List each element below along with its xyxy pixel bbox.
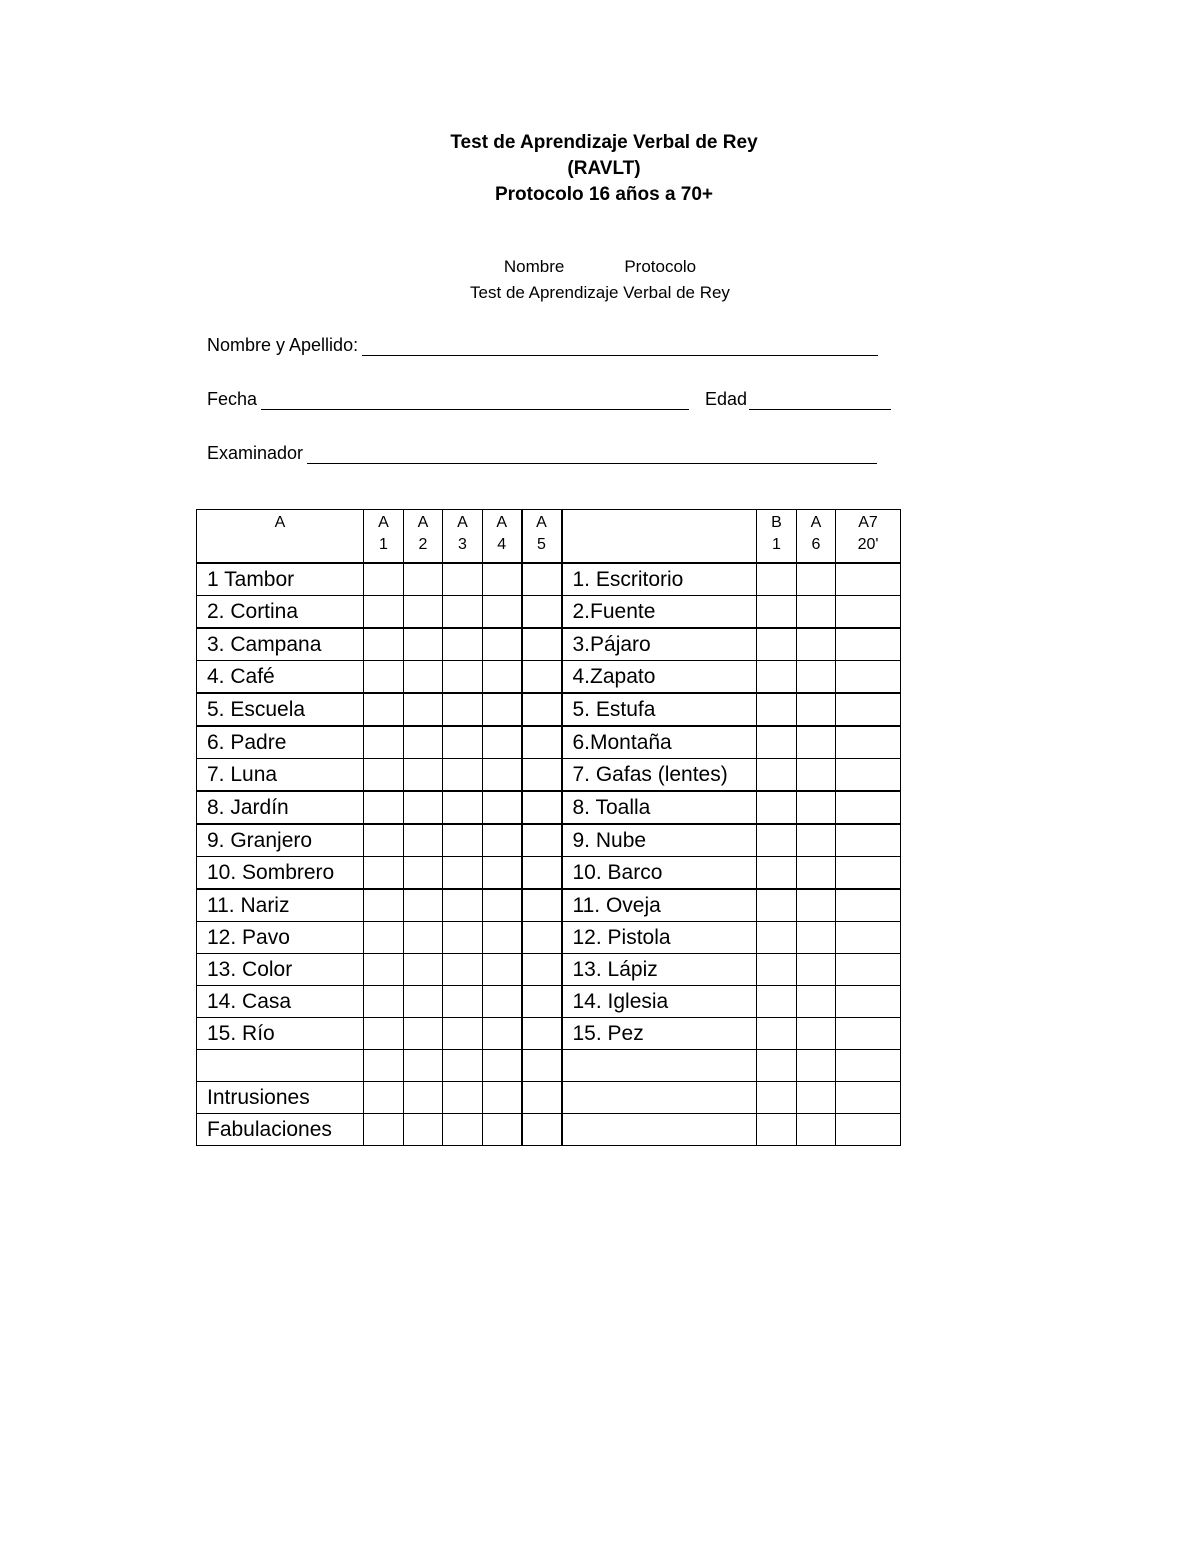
subtitle-test-name: Test de Aprendizaje Verbal de Rey	[470, 283, 730, 302]
trial-a7-cell[interactable]	[836, 1018, 901, 1050]
table-row	[197, 791, 901, 824]
trial-a3-cell[interactable]	[443, 726, 483, 759]
list-a-word: 9. Granjero	[197, 824, 364, 857]
list-b-word	[562, 1082, 757, 1114]
trial-a4-cell[interactable]	[483, 759, 522, 792]
document-title: Test de Aprendizaje Verbal de Rey	[450, 132, 758, 153]
date-age-field	[207, 384, 891, 410]
table-row	[197, 693, 901, 726]
trial-b1-cell[interactable]	[757, 759, 797, 792]
table-row	[197, 563, 901, 596]
trial-a2-cell[interactable]	[404, 596, 443, 629]
trial-b1-cell[interactable]	[757, 1114, 797, 1146]
trial-a2-cell[interactable]	[404, 1114, 443, 1146]
list-b-word: 1. Escritorio	[562, 563, 757, 596]
trial-a5-cell[interactable]	[522, 889, 562, 922]
list-a-word: 8. Jardín	[197, 791, 364, 824]
date-label: Fecha	[207, 389, 258, 409]
trial-a5-cell[interactable]	[522, 1050, 562, 1082]
trial-a7-cell[interactable]	[836, 986, 901, 1018]
name-input-line[interactable]	[362, 335, 878, 356]
trial-a7-cell[interactable]	[836, 791, 901, 824]
trial-a4-cell[interactable]	[483, 693, 522, 726]
trial-a4-cell[interactable]	[483, 726, 522, 759]
trial-a3-cell[interactable]	[443, 661, 483, 694]
table-row	[197, 986, 901, 1018]
trial-a5-cell[interactable]	[522, 922, 562, 954]
list-a-word: 7. Luna	[197, 759, 364, 792]
list-a-word: 10. Sombrero	[197, 857, 364, 890]
trial-b1-cell[interactable]	[757, 986, 797, 1018]
list-b-word: 5. Estufa	[562, 693, 757, 726]
trial-a1-cell[interactable]	[364, 1050, 404, 1082]
trial-a6-cell[interactable]	[797, 759, 836, 792]
list-a-word: 11. Nariz	[197, 889, 364, 922]
trial-a4-cell[interactable]	[483, 954, 522, 986]
table-row	[197, 596, 901, 629]
trial-a1-cell[interactable]	[364, 693, 404, 726]
header-list-a-5: A 5	[522, 510, 562, 564]
trial-a7-cell[interactable]	[836, 759, 901, 792]
trial-b1-cell[interactable]	[757, 596, 797, 629]
table-header-row	[197, 510, 901, 564]
trial-b1-cell[interactable]	[757, 693, 797, 726]
table-row	[197, 954, 901, 986]
trial-b1-cell[interactable]	[757, 922, 797, 954]
trial-a5-cell[interactable]	[522, 661, 562, 694]
trial-a6-cell[interactable]	[797, 1018, 836, 1050]
trial-a6-cell[interactable]	[797, 922, 836, 954]
list-a-word: 2. Cortina	[197, 596, 364, 629]
document-protocol: Protocolo 16 años a 70+	[494, 184, 714, 205]
trial-a1-cell[interactable]	[364, 726, 404, 759]
list-b-word: 14. Iglesia	[562, 986, 757, 1018]
list-b-word: 11. Oveja	[562, 889, 757, 922]
trial-b1-cell[interactable]	[757, 1018, 797, 1050]
list-a-word: 4. Café	[197, 661, 364, 694]
trial-a3-cell[interactable]	[443, 824, 483, 857]
trial-a3-cell[interactable]	[443, 857, 483, 890]
trial-b1-cell[interactable]	[757, 791, 797, 824]
list-b-word: 4.Zapato	[562, 661, 757, 694]
trial-a3-cell[interactable]	[443, 889, 483, 922]
trial-a4-cell[interactable]	[483, 1050, 522, 1082]
trial-a2-cell[interactable]	[404, 954, 443, 986]
table-row	[197, 661, 901, 694]
trial-a2-cell[interactable]	[404, 1050, 443, 1082]
trial-b1-cell[interactable]	[757, 1050, 797, 1082]
table-row	[197, 1018, 901, 1050]
trial-a1-cell[interactable]	[364, 791, 404, 824]
trial-b1-cell[interactable]	[757, 726, 797, 759]
scoring-table-body	[197, 510, 901, 1146]
name-label: Nombre y Apellido:	[207, 335, 359, 355]
trial-b1-cell[interactable]	[757, 857, 797, 890]
trial-a6-cell[interactable]	[797, 791, 836, 824]
trial-a6-cell[interactable]	[797, 628, 836, 661]
trial-b1-cell[interactable]	[757, 889, 797, 922]
trial-a7-cell[interactable]	[836, 726, 901, 759]
trial-a4-cell[interactable]	[483, 922, 522, 954]
trial-a7-cell[interactable]	[836, 889, 901, 922]
trial-a7-cell[interactable]	[836, 693, 901, 726]
trial-a5-cell[interactable]	[522, 628, 562, 661]
subtitle-nombre: Nombre	[503, 257, 565, 276]
table-row	[197, 628, 901, 661]
list-a-word: 3. Campana	[197, 628, 364, 661]
trial-a7-cell[interactable]	[836, 596, 901, 629]
trial-a2-cell[interactable]	[404, 1018, 443, 1050]
table-row	[197, 824, 901, 857]
trial-a6-cell[interactable]	[797, 986, 836, 1018]
trial-a1-cell[interactable]	[364, 1082, 404, 1114]
table-row	[197, 889, 901, 922]
trial-a6-cell[interactable]	[797, 726, 836, 759]
list-a-word: 15. Río	[197, 1018, 364, 1050]
trial-a1-cell[interactable]	[364, 759, 404, 792]
list-a-word: 14. Casa	[197, 986, 364, 1018]
trial-a1-cell[interactable]	[364, 1114, 404, 1146]
trial-a1-cell[interactable]	[364, 986, 404, 1018]
trial-a1-cell[interactable]	[364, 661, 404, 694]
trial-b1-cell[interactable]	[757, 954, 797, 986]
trial-a2-cell[interactable]	[404, 563, 443, 596]
header-list-a-4: A 4	[483, 510, 522, 564]
trial-a4-cell[interactable]	[483, 661, 522, 694]
trial-a7-cell[interactable]	[836, 824, 901, 857]
trial-a1-cell[interactable]	[364, 563, 404, 596]
trial-a1-cell[interactable]	[364, 889, 404, 922]
trial-a4-cell[interactable]	[483, 563, 522, 596]
trial-a4-cell[interactable]	[483, 628, 522, 661]
trial-a4-cell[interactable]	[483, 1018, 522, 1050]
trial-a6-cell[interactable]	[797, 954, 836, 986]
header-list-a-0: A	[197, 510, 364, 564]
trial-a3-cell[interactable]	[443, 693, 483, 726]
list-b-word: 12. Pistola	[562, 922, 757, 954]
trial-a7-cell[interactable]	[836, 954, 901, 986]
trial-a7-cell[interactable]	[836, 922, 901, 954]
table-row	[197, 1050, 901, 1082]
trial-a4-cell[interactable]	[483, 1082, 522, 1114]
list-b-word: 3.Pájaro	[562, 628, 757, 661]
trial-b1-cell[interactable]	[757, 1082, 797, 1114]
trial-a3-cell[interactable]	[443, 922, 483, 954]
header-list-b-3: A7 20'	[836, 510, 901, 564]
table-row	[197, 922, 901, 954]
trial-a5-cell[interactable]	[522, 791, 562, 824]
title-block	[0, 130, 1200, 208]
list-b-word: 8. Toalla	[562, 791, 757, 824]
trial-a3-cell[interactable]	[443, 986, 483, 1018]
trial-a2-cell[interactable]	[404, 628, 443, 661]
document-acronym: (RAVLT)	[567, 158, 641, 179]
trial-a6-cell[interactable]	[797, 889, 836, 922]
trial-a6-cell[interactable]	[797, 1114, 836, 1146]
list-a-word: 5. Escuela	[197, 693, 364, 726]
trial-a7-cell[interactable]	[836, 1050, 901, 1082]
name-field	[207, 330, 878, 356]
trial-a6-cell[interactable]	[797, 1082, 836, 1114]
list-a-word: 1 Tambor	[197, 563, 364, 596]
list-b-word	[562, 1050, 757, 1082]
trial-a3-cell[interactable]	[443, 1082, 483, 1114]
trial-a4-cell[interactable]	[483, 824, 522, 857]
trial-a5-cell[interactable]	[522, 1018, 562, 1050]
trial-a2-cell[interactable]	[404, 889, 443, 922]
trial-a3-cell[interactable]	[443, 596, 483, 629]
trial-a4-cell[interactable]	[483, 986, 522, 1018]
trial-a2-cell[interactable]	[404, 1082, 443, 1114]
trial-a7-cell[interactable]	[836, 1082, 901, 1114]
table-row	[197, 1082, 901, 1114]
header-list-a-3: A 3	[443, 510, 483, 564]
trial-a1-cell[interactable]	[364, 857, 404, 890]
table-row	[197, 857, 901, 890]
trial-a6-cell[interactable]	[797, 1050, 836, 1082]
trial-a5-cell[interactable]	[522, 1082, 562, 1114]
list-b-word	[562, 1114, 757, 1146]
list-a-word: 6. Padre	[197, 726, 364, 759]
trial-a4-cell[interactable]	[483, 889, 522, 922]
trial-a1-cell[interactable]	[364, 954, 404, 986]
list-a-word: Intrusiones	[197, 1082, 364, 1114]
header-list-b-2: A 6	[797, 510, 836, 564]
trial-a5-cell[interactable]	[522, 693, 562, 726]
examiner-input-line[interactable]	[307, 443, 877, 464]
trial-a7-cell[interactable]	[836, 857, 901, 890]
trial-a5-cell[interactable]	[522, 1114, 562, 1146]
list-b-word: 7. Gafas (lentes)	[562, 759, 757, 792]
subtitle-protocolo: Protocolo	[624, 257, 697, 276]
trial-a3-cell[interactable]	[443, 791, 483, 824]
trial-a3-cell[interactable]	[443, 759, 483, 792]
trial-a3-cell[interactable]	[443, 1050, 483, 1082]
list-b-word: 13. Lápiz	[562, 954, 757, 986]
list-b-word: 6.Montaña	[562, 726, 757, 759]
trial-a3-cell[interactable]	[443, 954, 483, 986]
header-list-a-2: A 2	[404, 510, 443, 564]
table-row	[197, 759, 901, 792]
trial-a4-cell[interactable]	[483, 1114, 522, 1146]
trial-a4-cell[interactable]	[483, 791, 522, 824]
list-b-word: 2.Fuente	[562, 596, 757, 629]
trial-a1-cell[interactable]	[364, 596, 404, 629]
trial-a6-cell[interactable]	[797, 596, 836, 629]
trial-a1-cell[interactable]	[364, 922, 404, 954]
trial-a2-cell[interactable]	[404, 693, 443, 726]
trial-a6-cell[interactable]	[797, 563, 836, 596]
header-list-b-1: B 1	[757, 510, 797, 564]
trial-a2-cell[interactable]	[404, 661, 443, 694]
trial-a5-cell[interactable]	[522, 954, 562, 986]
trial-a5-cell[interactable]	[522, 726, 562, 759]
examiner-label: Examinador	[207, 443, 304, 463]
trial-a4-cell[interactable]	[483, 857, 522, 890]
table-row	[197, 1114, 901, 1146]
trial-a5-cell[interactable]	[522, 596, 562, 629]
trial-a3-cell[interactable]	[443, 628, 483, 661]
header-list-b-0	[562, 510, 757, 564]
trial-a7-cell[interactable]	[836, 563, 901, 596]
age-label: Edad	[705, 389, 748, 409]
trial-a5-cell[interactable]	[522, 986, 562, 1018]
trial-a2-cell[interactable]	[404, 922, 443, 954]
trial-a3-cell[interactable]	[443, 563, 483, 596]
trial-a1-cell[interactable]	[364, 628, 404, 661]
list-b-word: 9. Nube	[562, 824, 757, 857]
trial-a6-cell[interactable]	[797, 824, 836, 857]
trial-b1-cell[interactable]	[757, 824, 797, 857]
trial-a4-cell[interactable]	[483, 596, 522, 629]
trial-a7-cell[interactable]	[836, 628, 901, 661]
trial-a2-cell[interactable]	[404, 759, 443, 792]
header-list-a-1: A 1	[364, 510, 404, 564]
list-a-word: 13. Color	[197, 954, 364, 986]
trial-a5-cell[interactable]	[522, 759, 562, 792]
scoring-table	[196, 509, 901, 1146]
trial-a5-cell[interactable]	[522, 563, 562, 596]
examiner-field	[207, 438, 877, 464]
table-row	[197, 726, 901, 759]
trial-a2-cell[interactable]	[404, 857, 443, 890]
list-b-word: 10. Barco	[562, 857, 757, 890]
trial-a2-cell[interactable]	[404, 791, 443, 824]
list-b-word: 15. Pez	[562, 1018, 757, 1050]
trial-a1-cell[interactable]	[364, 1018, 404, 1050]
trial-a7-cell[interactable]	[836, 661, 901, 694]
trial-a2-cell[interactable]	[404, 824, 443, 857]
trial-b1-cell[interactable]	[757, 628, 797, 661]
trial-a2-cell[interactable]	[404, 726, 443, 759]
trial-a1-cell[interactable]	[364, 824, 404, 857]
list-a-word	[197, 1050, 364, 1082]
list-a-word: 12. Pavo	[197, 922, 364, 954]
trial-b1-cell[interactable]	[757, 661, 797, 694]
trial-a6-cell[interactable]	[797, 661, 836, 694]
list-a-word: Fabulaciones	[197, 1114, 364, 1146]
trial-b1-cell[interactable]	[757, 563, 797, 596]
trial-a5-cell[interactable]	[522, 824, 562, 857]
trial-a6-cell[interactable]	[797, 693, 836, 726]
trial-a5-cell[interactable]	[522, 857, 562, 890]
trial-a3-cell[interactable]	[443, 1018, 483, 1050]
subtitle-block	[0, 254, 1200, 306]
date-input-line[interactable]	[261, 389, 689, 410]
trial-a7-cell[interactable]	[836, 1114, 901, 1146]
trial-a6-cell[interactable]	[797, 857, 836, 890]
age-input-line[interactable]	[749, 389, 891, 410]
trial-a2-cell[interactable]	[404, 986, 443, 1018]
trial-a3-cell[interactable]	[443, 1114, 483, 1146]
